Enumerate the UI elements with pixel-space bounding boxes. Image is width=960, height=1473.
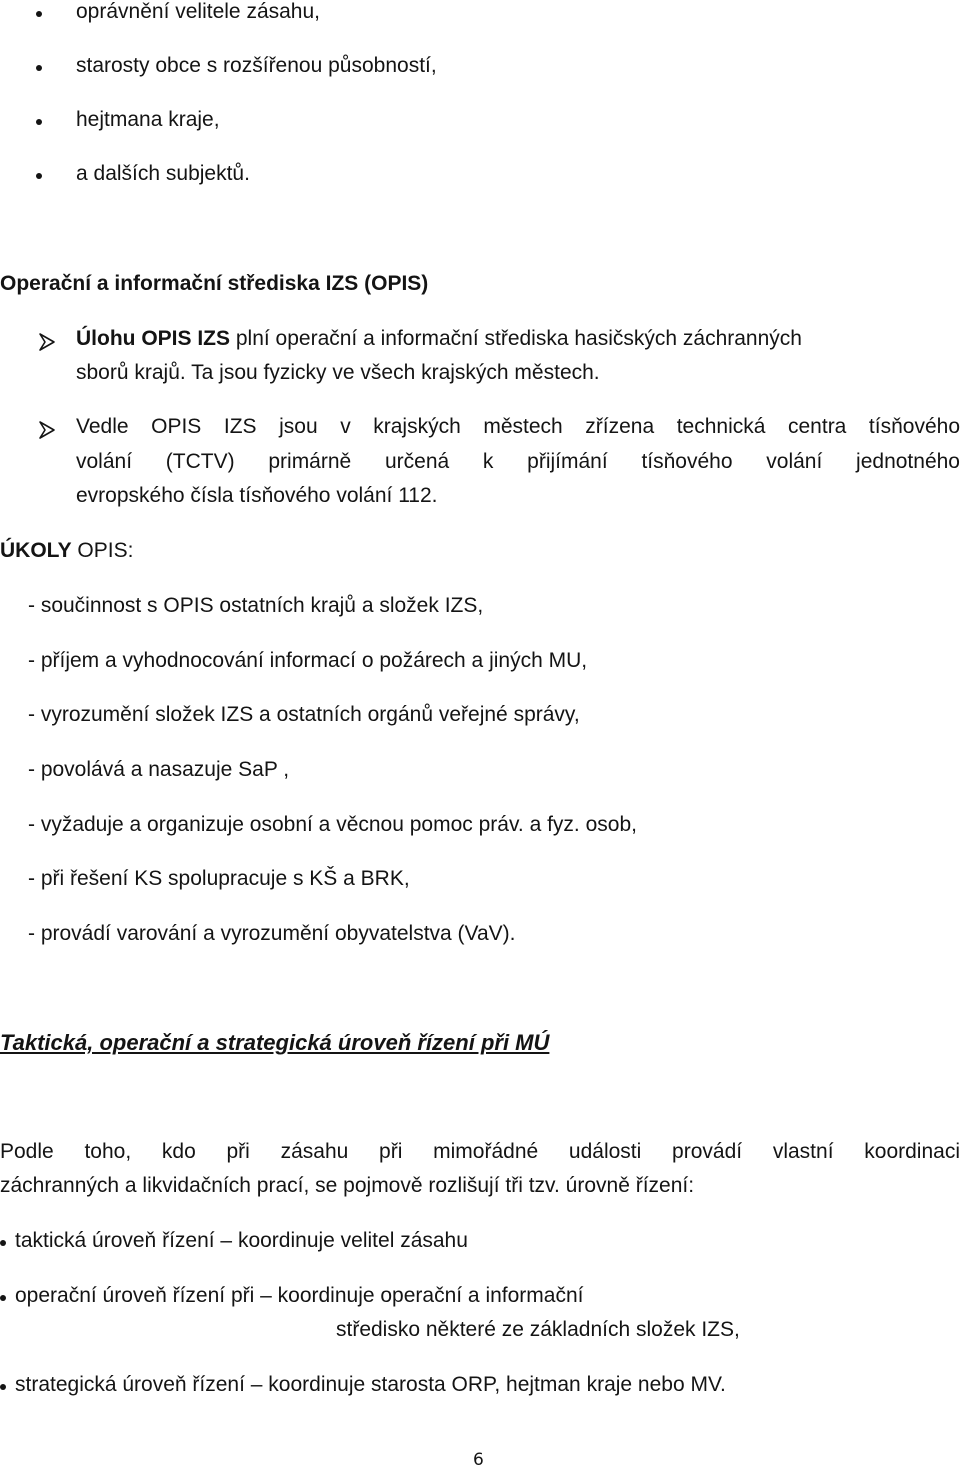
level-item: taktická úroveň řízení – koordinuje velitel zásahu	[15, 1229, 468, 1252]
opis-item-1-rest: plní operační a informační střediska hasičských záchranných	[230, 327, 802, 350]
level-item: strategická úroveň řízení – koordinuje starosta ORP, hejtman kraje nebo MV.	[15, 1373, 726, 1396]
section-heading-levels: Taktická, operační a strategická úroveň řízení při MÚ	[0, 1030, 550, 1055]
bullet-icon	[0, 1295, 6, 1301]
level-item: operační úroveň řízení při – koordinuje operační a informační	[15, 1284, 584, 1307]
tasks-heading-bold: ÚKOLY	[0, 539, 72, 562]
opis-item-1-bold: Úlohu OPIS IZS	[76, 327, 231, 350]
bullet-icon	[36, 173, 42, 179]
bullet-icon	[36, 11, 42, 17]
tasks-heading-rest: OPIS:	[71, 539, 134, 562]
section-heading-opis: Operační a informační střediska IZS (OPIS)	[0, 272, 429, 295]
bullet-icon	[0, 1384, 6, 1390]
bullet-icon	[0, 1240, 6, 1246]
task-item: - vyžaduje a organizuje osobní a věcnou pomoc práv. a fyz. osob,	[28, 813, 637, 836]
page-number: 6	[473, 1450, 484, 1470]
list-item: starosty obce s rozšířenou působností,	[76, 54, 437, 77]
arrow-bullet-icon	[38, 332, 58, 352]
task-item: - příjem a vyhodnocování informací o požárech a jiných MU,	[28, 649, 588, 672]
task-item: - součinnost s OPIS ostatních krajů a složek IZS,	[28, 594, 484, 617]
levels-intro-line-2: záchranných a likvidačních prací, se pojmově rozlišují tři tzv. úrovně řízení:	[0, 1174, 695, 1197]
list-item: hejtmana kraje,	[76, 108, 220, 131]
opis-item-2-line-1: Vedle OPIS IZS jsou v krajských městech zřízena technická centra tísňového	[76, 415, 960, 438]
bullet-icon	[36, 65, 42, 71]
task-item: - při řešení KS spolupracuje s KŠ a BRK,	[28, 867, 410, 890]
bullet-icon	[36, 119, 42, 125]
opis-item-2-line-2: volání (TCTV) primárně určená k přijímání tísňového volání jednotného	[76, 450, 960, 473]
opis-item-1-line-1	[76, 327, 802, 351]
tasks-heading	[0, 539, 133, 563]
list-item: oprávnění velitele zásahu,	[76, 0, 320, 23]
arrow-bullet-icon	[38, 420, 58, 440]
task-item: - povolává a nasazuje SaP ,	[28, 758, 290, 781]
task-item: - provádí varování a vyrozumění obyvatelstva (VaV).	[28, 922, 516, 945]
opis-item-2-line-3: evropského čísla tísňového volání 112.	[76, 484, 438, 507]
opis-item-1-line-2: sborů krajů. Ta jsou fyzicky ve všech krajských městech.	[76, 361, 600, 384]
task-item: - vyrozumění složek IZS a ostatních orgánů veřejné správy,	[28, 703, 580, 726]
level-item-continuation: středisko některé ze základních složek IZS,	[336, 1318, 740, 1341]
list-item: a dalších subjektů.	[76, 162, 250, 185]
levels-intro-line-1: Podle toho, kdo při zásahu při mimořádné události provádí vlastní koordinaci	[0, 1140, 960, 1163]
